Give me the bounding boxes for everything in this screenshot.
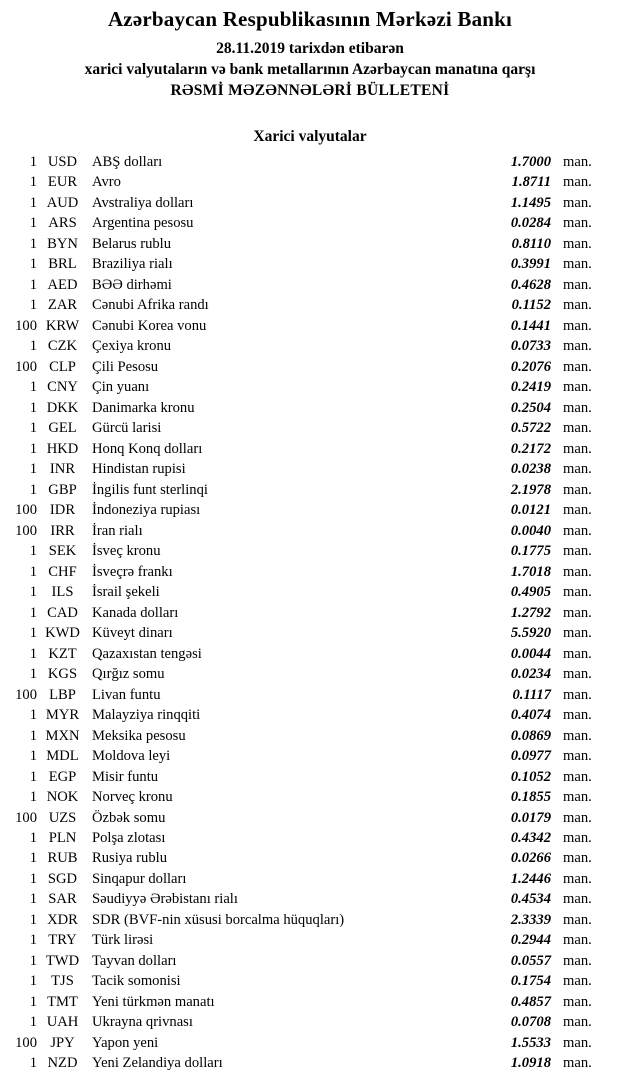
currency-qty: 1	[29, 194, 37, 211]
currency-rate: 0.0284	[510, 215, 551, 232]
currency-rate: 0.4857	[510, 993, 551, 1010]
currency-code: TMT	[47, 993, 78, 1010]
currency-code: PLN	[48, 829, 77, 846]
currency-qty: 1	[29, 850, 37, 867]
currency-row	[0, 439, 620, 459]
currency-table	[0, 152, 620, 1074]
currency-name: Argentina pesosu	[92, 215, 194, 232]
currency-row	[0, 726, 620, 746]
rate-unit: man.	[563, 891, 592, 908]
currency-name: SDR (BVF-nin xüsusi borcalma hüquqları)	[92, 911, 345, 928]
currency-name: Yeni Zelandiya dolları	[92, 1055, 223, 1072]
currency-name: Yeni türkmən manatı	[92, 993, 215, 1010]
currency-name: Honq Konq dolları	[92, 440, 203, 457]
currency-name: BƏƏ dirhəmi	[92, 276, 172, 293]
currency-qty: 100	[15, 809, 37, 826]
currency-qty: 1	[29, 829, 37, 846]
currency-code: ZAR	[47, 297, 78, 314]
currency-code: KGS	[47, 666, 78, 683]
currency-row	[0, 500, 620, 520]
currency-code: GBP	[48, 481, 77, 498]
currency-row	[0, 459, 620, 479]
currency-rate: 0.0266	[510, 850, 551, 867]
currency-name: Ukrayna qrivnası	[92, 1014, 193, 1031]
currency-name: İsrail şekeli	[92, 584, 160, 601]
currency-qty: 1	[29, 584, 37, 601]
currency-code: DKK	[46, 399, 79, 416]
currency-row	[0, 808, 620, 828]
currency-qty: 100	[15, 1034, 37, 1051]
rate-unit: man.	[563, 1014, 592, 1031]
currency-qty: 1	[29, 461, 37, 478]
currency-name: Yapon yeni	[92, 1034, 159, 1051]
currency-code: MDL	[46, 748, 79, 765]
currency-row	[0, 562, 620, 582]
rate-unit: man.	[563, 154, 592, 170]
rate-unit: man.	[563, 645, 592, 662]
rate-unit: man.	[563, 502, 592, 519]
rate-unit: man.	[563, 789, 592, 806]
rate-unit: man.	[563, 215, 592, 232]
currency-name: ABŞ dolları	[92, 154, 163, 170]
rate-unit: man.	[563, 543, 592, 560]
currency-name: Livan funtu	[92, 686, 161, 703]
rate-unit: man.	[563, 829, 592, 846]
currency-qty: 1	[29, 276, 37, 293]
currency-qty: 100	[15, 502, 37, 519]
currency-qty: 100	[15, 317, 37, 334]
currency-qty: 1	[29, 338, 37, 355]
currency-row	[0, 275, 620, 295]
currency-qty: 1	[29, 993, 37, 1010]
currency-qty: 1	[29, 625, 37, 642]
currency-qty: 1	[29, 256, 37, 273]
currency-name: Norveç kronu	[92, 789, 173, 806]
currency-rate: 0.4074	[510, 707, 551, 724]
currency-rate: 0.0179	[510, 809, 551, 826]
currency-row	[0, 971, 620, 991]
currency-name: Belarus rublu	[92, 235, 172, 252]
currency-row	[0, 603, 620, 623]
currency-qty: 1	[29, 973, 37, 990]
currency-row	[0, 521, 620, 541]
currency-rate: 0.0121	[510, 502, 551, 519]
currency-qty: 1	[29, 440, 37, 457]
currency-qty: 1	[29, 1055, 37, 1072]
currency-rate: 0.4342	[510, 829, 551, 846]
currency-code: TRY	[48, 932, 77, 949]
currency-rate: 0.1117	[512, 686, 551, 703]
currency-qty: 100	[15, 686, 37, 703]
currency-name: Sinqapur dolları	[92, 870, 187, 887]
rate-unit: man.	[563, 420, 592, 437]
currency-rate: 0.4534	[510, 891, 551, 908]
effective-date-line: 28.11.2019 tarixdən etibarən	[216, 40, 404, 57]
currency-code: KZT	[48, 645, 77, 662]
rate-unit: man.	[563, 604, 592, 621]
rate-unit: man.	[563, 686, 592, 703]
rate-unit: man.	[563, 256, 592, 273]
currency-code: TJS	[51, 973, 74, 990]
currency-row	[0, 193, 620, 213]
currency-code: UZS	[48, 809, 77, 826]
currency-qty: 1	[29, 481, 37, 498]
currency-name: Türk lirəsi	[92, 932, 154, 949]
currency-code: CAD	[47, 604, 78, 621]
subject-line: xarici valyutaların və bank metallarının Azərbaycan manatına qarşı	[84, 61, 536, 78]
currency-code: BRL	[48, 256, 77, 273]
rate-unit: man.	[563, 625, 592, 642]
currency-rate: 5.5920	[510, 625, 551, 642]
currency-name: İngilis funt sterlinqi	[92, 481, 208, 498]
currency-qty: 100	[15, 358, 37, 375]
currency-name: İran rialı	[92, 522, 143, 539]
currency-rate: 0.4905	[510, 584, 551, 601]
currency-code: CHF	[48, 563, 77, 580]
currency-code: AUD	[46, 194, 79, 211]
currency-qty: 1	[29, 666, 37, 683]
rate-unit: man.	[563, 481, 592, 498]
currency-name: Braziliya rialı	[92, 256, 173, 273]
currency-rate: 0.3991	[510, 256, 551, 273]
rate-unit: man.	[563, 235, 592, 252]
currency-rate: 0.2419	[510, 379, 551, 396]
currency-name: Malayziya rinqqiti	[92, 707, 201, 724]
currency-code: CZK	[47, 338, 78, 355]
currency-rate: 0.0708	[510, 1014, 551, 1031]
currency-code: HKD	[46, 440, 79, 457]
currency-code: USD	[47, 154, 78, 170]
currency-qty: 1	[29, 604, 37, 621]
currency-qty: 100	[15, 522, 37, 539]
currency-name: Moldova leyi	[92, 748, 171, 765]
currency-name: Cənubi Korea vonu	[92, 317, 207, 334]
currency-qty: 1	[29, 707, 37, 724]
section-title-foreign-currencies: Xarici valyutalar	[253, 128, 367, 145]
currency-row	[0, 828, 620, 848]
rate-unit: man.	[563, 276, 592, 293]
currency-name: Avro	[92, 174, 121, 191]
rate-unit: man.	[563, 584, 592, 601]
currency-row	[0, 316, 620, 336]
rate-unit: man.	[563, 993, 592, 1010]
currency-rate: 1.0918	[510, 1055, 551, 1072]
currency-rate: 0.0557	[510, 952, 551, 969]
currency-code: IDR	[49, 502, 76, 519]
currency-row	[0, 787, 620, 807]
currency-name: Gürcü larisi	[92, 420, 162, 437]
currency-row	[0, 623, 620, 643]
currency-name: Küveyt dinarı	[92, 625, 173, 642]
currency-rate: 2.3339	[510, 911, 551, 928]
currency-code: RUB	[47, 850, 78, 867]
currency-rate: 0.0044	[510, 645, 551, 662]
currency-rate: 0.2944	[510, 932, 551, 949]
currency-code: GEL	[48, 420, 77, 437]
currency-code: KWD	[45, 625, 80, 642]
currency-rate: 1.7000	[510, 154, 551, 170]
currency-row	[0, 869, 620, 889]
currency-code: LBP	[49, 686, 76, 703]
currency-row	[0, 848, 620, 868]
currency-row	[0, 336, 620, 356]
currency-row	[0, 213, 620, 233]
currency-qty: 1	[29, 748, 37, 765]
currency-qty: 1	[29, 911, 37, 928]
rate-unit: man.	[563, 194, 592, 211]
currency-rate: 0.2504	[510, 399, 551, 416]
currency-name: Misir funtu	[92, 768, 159, 785]
rate-unit: man.	[563, 461, 592, 478]
currency-rate: 0.1441	[510, 317, 551, 334]
currency-row	[0, 582, 620, 602]
currency-name: Tacik somonisi	[92, 973, 181, 990]
currency-qty: 1	[29, 952, 37, 969]
currency-row	[0, 951, 620, 971]
currency-qty: 1	[29, 768, 37, 785]
currency-row	[0, 357, 620, 377]
currency-qty: 1	[29, 1014, 37, 1031]
currency-name: Hindistan rupisi	[92, 461, 186, 478]
currency-row	[0, 1053, 620, 1073]
rate-unit: man.	[563, 707, 592, 724]
currency-code: SAR	[48, 891, 77, 908]
currency-row	[0, 664, 620, 684]
currency-name: Qazaxıstan tengəsi	[92, 645, 202, 662]
rate-unit: man.	[563, 338, 592, 355]
currency-rate: 0.0733	[510, 338, 551, 355]
currency-rate: 0.0234	[510, 666, 551, 683]
currency-rate: 0.1775	[510, 543, 551, 560]
currency-code: BYN	[47, 235, 78, 252]
rate-unit: man.	[563, 768, 592, 785]
currency-rate: 1.2446	[510, 870, 551, 887]
currency-row	[0, 1033, 620, 1053]
currency-row	[0, 377, 620, 397]
currency-name: Qırğız somu	[92, 666, 165, 683]
currency-name: Kanada dolları	[92, 604, 179, 621]
currency-rate: 0.1754	[510, 973, 551, 990]
currency-row	[0, 992, 620, 1012]
currency-row	[0, 767, 620, 787]
currency-rate: 0.0238	[510, 461, 551, 478]
rate-unit: man.	[563, 748, 592, 765]
rate-unit: man.	[563, 932, 592, 949]
rate-unit: man.	[563, 1034, 592, 1051]
currency-qty: 1	[29, 645, 37, 662]
currency-code: KRW	[45, 317, 80, 334]
rate-unit: man.	[563, 174, 592, 191]
currency-row	[0, 930, 620, 950]
currency-rate: 0.2172	[510, 440, 551, 457]
currency-row	[0, 254, 620, 274]
rate-unit: man.	[563, 809, 592, 826]
rate-unit: man.	[563, 317, 592, 334]
currency-qty: 1	[29, 727, 37, 744]
currency-qty: 1	[29, 789, 37, 806]
currency-code: ARS	[48, 215, 77, 232]
currency-qty: 1	[29, 297, 37, 314]
bulletin-title: RƏSMİ MƏZƏNNƏLƏRİ BÜLLETENİ	[170, 82, 450, 99]
currency-code: UAH	[46, 1014, 79, 1031]
currency-rate: 1.2792	[510, 604, 551, 621]
currency-code: MYR	[45, 707, 80, 724]
currency-code: ILS	[51, 584, 74, 601]
currency-qty: 1	[29, 399, 37, 416]
rate-unit: man.	[563, 973, 592, 990]
currency-rate: 1.8711	[511, 174, 551, 191]
currency-name: İsveç kronu	[92, 543, 161, 560]
currency-code: EUR	[47, 174, 78, 191]
currency-qty: 1	[29, 932, 37, 949]
currency-rate: 1.5533	[510, 1034, 551, 1051]
currency-name: Meksika pesosu	[92, 727, 186, 744]
currency-name: Danimarka kronu	[92, 399, 195, 416]
currency-code: NOK	[46, 789, 79, 806]
currency-row	[0, 152, 620, 172]
currency-code: SEK	[48, 543, 77, 560]
currency-code: SGD	[47, 870, 78, 887]
currency-row	[0, 644, 620, 664]
currency-qty: 1	[29, 174, 37, 191]
currency-rate: 2.1978	[510, 481, 551, 498]
currency-rate: 0.0869	[510, 727, 551, 744]
rate-unit: man.	[563, 563, 592, 580]
currency-name: Polşa zlotası	[92, 829, 166, 846]
rate-unit: man.	[563, 399, 592, 416]
currency-row	[0, 541, 620, 561]
currency-qty: 1	[29, 543, 37, 560]
currency-name: İsveçrə frankı	[92, 563, 173, 580]
bulletin-header	[0, 0, 620, 100]
rate-unit: man.	[563, 440, 592, 457]
currency-code: EGP	[48, 768, 77, 785]
currency-code: NZD	[47, 1055, 78, 1072]
rate-unit: man.	[563, 1055, 592, 1072]
currency-row	[0, 418, 620, 438]
rate-unit: man.	[563, 379, 592, 396]
currency-code: MXN	[45, 727, 80, 744]
rate-unit: man.	[563, 727, 592, 744]
currency-name: Çin yuanı	[92, 379, 150, 396]
currency-rate: 0.0977	[510, 748, 551, 765]
currency-rate: 0.8110	[511, 235, 551, 252]
currency-code: TWD	[45, 952, 80, 969]
currency-row	[0, 172, 620, 192]
currency-row	[0, 295, 620, 315]
currency-name: Avstraliya dolları	[92, 194, 194, 211]
currency-rate: 0.5722	[510, 420, 551, 437]
rate-unit: man.	[563, 666, 592, 683]
currency-row	[0, 234, 620, 254]
currency-name: İndoneziya rupiası	[92, 502, 201, 519]
currency-qty: 1	[29, 420, 37, 437]
currency-qty: 1	[29, 215, 37, 232]
currency-rate: 0.0040	[510, 522, 551, 539]
currency-name: Səudiyyə Ərəbistanı rialı	[92, 891, 238, 908]
rate-unit: man.	[563, 870, 592, 887]
currency-rate: 0.2076	[510, 358, 551, 375]
currency-rate: 0.1052	[510, 768, 551, 785]
currency-name: Tayvan dolları	[92, 952, 177, 969]
currency-row	[0, 910, 620, 930]
currency-name: Rusiya rublu	[92, 850, 167, 867]
rate-unit: man.	[563, 911, 592, 928]
currency-rate: 1.1495	[510, 194, 551, 211]
bank-name-title: Azərbaycan Respublikasının Mərkəzi Bankı	[107, 7, 513, 31]
currency-code: AED	[47, 276, 78, 293]
currency-code: XDR	[47, 911, 78, 928]
currency-row	[0, 746, 620, 766]
currency-qty: 1	[29, 379, 37, 396]
currency-row	[0, 480, 620, 500]
currency-name: Özbək somu	[92, 809, 166, 826]
currency-row	[0, 685, 620, 705]
currency-code: JPY	[50, 1034, 75, 1051]
rate-unit: man.	[563, 297, 592, 314]
currency-name: Çexiya kronu	[92, 338, 172, 355]
currency-qty: 1	[29, 563, 37, 580]
currency-row	[0, 398, 620, 418]
currency-rate: 0.4628	[510, 276, 551, 293]
currency-name: Çili Pesosu	[92, 358, 159, 375]
currency-row	[0, 705, 620, 725]
currency-qty: 1	[29, 870, 37, 887]
currency-code: INR	[49, 461, 76, 478]
currency-code: CNY	[47, 379, 78, 396]
rate-unit: man.	[563, 952, 592, 969]
rate-unit: man.	[563, 358, 592, 375]
currency-row	[0, 1012, 620, 1032]
currency-code: CLP	[49, 358, 76, 375]
currency-code: IRR	[50, 522, 75, 539]
currency-qty: 1	[29, 891, 37, 908]
rate-unit: man.	[563, 522, 592, 539]
currency-rate: 0.1855	[510, 789, 551, 806]
currency-name: Cənubi Afrika randı	[92, 297, 209, 314]
currency-qty: 1	[29, 235, 37, 252]
rate-unit: man.	[563, 850, 592, 867]
currency-rate: 0.1152	[511, 297, 551, 314]
currency-qty: 1	[29, 154, 37, 170]
currency-row	[0, 889, 620, 909]
currency-rate: 1.7018	[510, 563, 551, 580]
